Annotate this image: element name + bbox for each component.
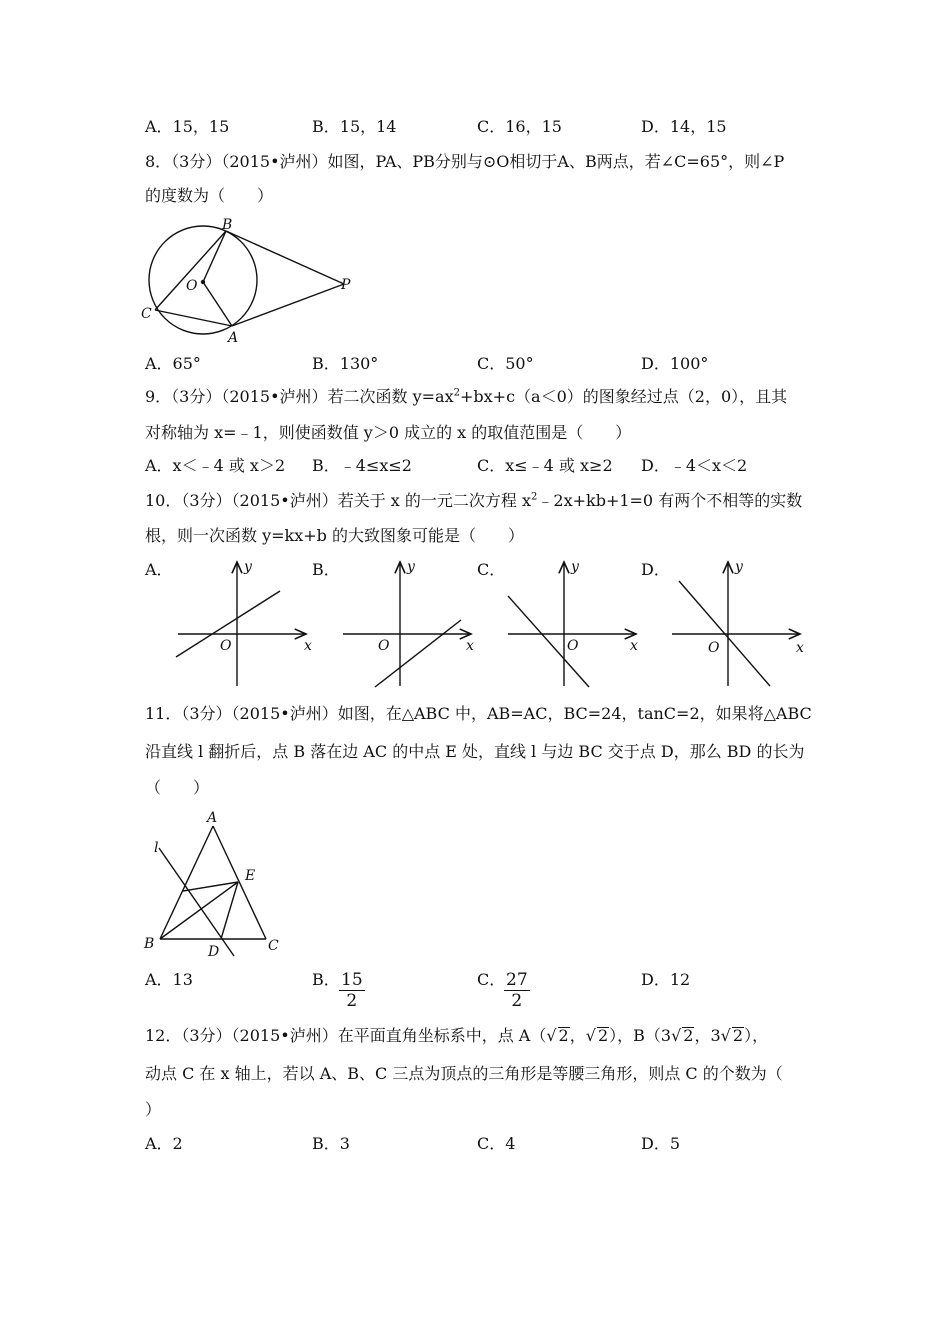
q11-option-d: D．12 <box>641 970 691 989</box>
q12-option-b: B．3 <box>312 1134 350 1153</box>
q11-triangle-figure <box>138 805 288 965</box>
q9-stem-line2: 对称轴为 x=﹣1，则使函数值 y＞0 成立的 x 的取值范围是（ ） <box>145 423 632 442</box>
q7-option-a: A．15，15 <box>145 117 230 136</box>
q8-option-d: D．100° <box>641 354 709 373</box>
graph-a-x-label: x <box>304 638 312 654</box>
q8-option-b: B．130° <box>312 354 379 373</box>
q8-option-a: A．65° <box>145 354 201 373</box>
label-d: D <box>208 944 220 960</box>
q11-option-a: A．13 <box>145 970 193 989</box>
q10-option-d-label: D． <box>641 560 670 579</box>
q9-option-b: B．﹣4≤x≤2 <box>312 456 412 475</box>
label-a: A <box>228 330 239 346</box>
q9-stem-line1: 9．（3分）（2015•泸州）若二次函数 $y=ax^2+bx+c(a<0)$的图象经过点（2，0），且其 <box>145 387 788 406</box>
label-a: A <box>207 810 218 826</box>
graph-d-origin-label: O <box>708 640 720 656</box>
graph-c <box>508 559 638 687</box>
label-b: B <box>144 936 155 952</box>
q12-stem-line2: 动点 C 在 x 轴上，若以 A、B、C 三点为顶点的三角形是等腰三角形，则点 C 的个数为（ <box>145 1064 783 1083</box>
q12-option-d: D．5 <box>641 1134 681 1153</box>
q11-stem-line2: 沿直线 l 翻折后，点 B 落在边 AC 的中点 E 处，直线 l 与边 BC 交于点 D，那么 BD 的长为 <box>145 742 805 761</box>
q7-option-b: B．15，14 <box>312 117 397 136</box>
label-c: C <box>268 938 279 954</box>
q9-option-a: A．x＜﹣4 或 x＞2 <box>145 456 286 475</box>
q12-option-c: C．4 <box>477 1134 516 1153</box>
q11-option-b-prefix: B． <box>312 970 340 989</box>
label-b: B <box>222 217 233 233</box>
q11-option-c-prefix: C． <box>477 970 506 989</box>
graph-d <box>672 559 804 686</box>
q12-option-a: A．2 <box>145 1134 183 1153</box>
q10-option-c-label: C． <box>477 560 506 579</box>
graph-d-x-label: x <box>796 640 804 656</box>
graph-a-y-label: y <box>244 559 252 575</box>
graph-c-y-label: y <box>571 559 579 575</box>
label-o: O <box>186 278 198 294</box>
q11-option-b-fraction: $\frac{15}{2}$ <box>341 970 363 1011</box>
graph-c-x-label: x <box>630 638 638 654</box>
label-l: l <box>154 840 159 856</box>
graph-b-origin-label: O <box>378 638 390 654</box>
q11-stem-line3: （ ） <box>145 778 210 797</box>
graph-b-y-label: y <box>407 559 415 575</box>
q8-option-c: C．50° <box>477 354 534 373</box>
graph-a <box>176 559 312 686</box>
q10-graphs <box>160 550 820 695</box>
q7-option-c: C．16，15 <box>477 117 562 136</box>
q12-stem-line3: ） <box>145 1100 162 1119</box>
q9-option-c: C．x≤﹣4 或 x≥2 <box>477 456 613 475</box>
graph-c-origin-label: O <box>567 638 579 654</box>
label-c: C <box>141 306 152 322</box>
q8-circle-tangent-figure <box>135 212 365 347</box>
q11-stem-line1: 11．（3分）（2015•泸州）如图，在△ABC 中，AB=AC，BC=24，tanC=2，如果将△ABC <box>145 704 812 723</box>
graph-d-y-label: y <box>735 559 743 575</box>
q12-stem-line1: 12．（3分）（2015•泸州）在平面直角坐标系中，点 A（√ 2，√ 2），B（3√ 2，3√ 2）， <box>145 1026 769 1045</box>
q8-stem-line2: 的度数为（ ） <box>145 186 274 205</box>
q8-stem-line1: 8．（3分）（2015•泸州）如图，PA、PB分别与⊙O相切于A、B两点，若∠C=65°，则∠P <box>145 152 785 171</box>
graph-b <box>343 559 474 687</box>
q9-option-d: D．﹣4＜x＜2 <box>641 456 748 475</box>
q10-option-a-label: A． <box>145 560 173 579</box>
q10-stem-line1: 10．（3分）（2015•泸州）若关于 x 的一元二次方程 $x^2﹣2x+kb+1=0$ 有两个不相等的实数 <box>145 491 803 510</box>
q11-option-c-fraction: $\frac{27}{2}$ <box>506 970 528 1011</box>
label-e: E <box>245 868 256 884</box>
q10-option-b-label: B． <box>312 560 340 579</box>
q10-stem-line2: 根，则一次函数 y=kx+b 的大致图象可能是（ ） <box>145 526 524 545</box>
graph-b-x-label: x <box>466 638 474 654</box>
q7-option-d: D．14，15 <box>641 117 727 136</box>
label-p: P <box>341 277 351 293</box>
graph-a-origin-label: O <box>220 638 232 654</box>
